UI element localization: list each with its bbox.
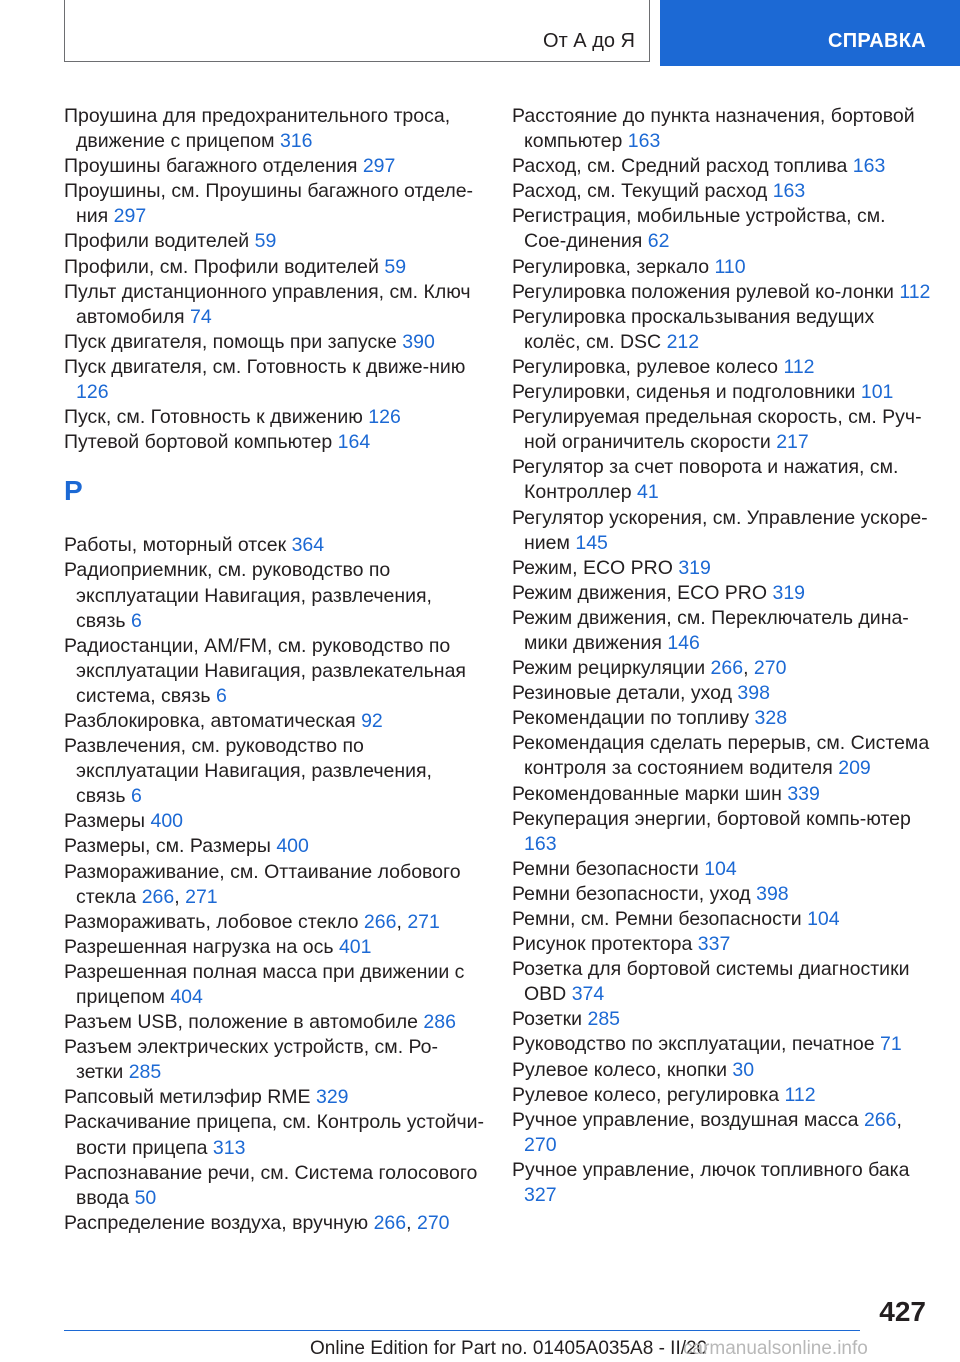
index-entry bbox=[512, 606, 932, 656]
index-entry bbox=[64, 355, 484, 405]
index-entry bbox=[64, 558, 484, 633]
page-reference-link[interactable]: 285 bbox=[587, 1008, 621, 1031]
page-number: 427 bbox=[879, 1296, 926, 1327]
page-reference-link[interactable]: 126 bbox=[368, 406, 401, 429]
page-reference-link[interactable]: 146 bbox=[667, 631, 700, 654]
index-entry bbox=[64, 405, 484, 430]
index-entry bbox=[512, 455, 932, 505]
index-term: Ремни безопасности bbox=[512, 857, 699, 880]
index-term: Режим движения, см. Переключатель дина-мики движения bbox=[512, 606, 909, 654]
index-term: Радиостанции, AM/FM, см. руководство по эксплуатации Навигация, развлекательная система, связь bbox=[64, 634, 466, 707]
index-term: Рулевое колесо, регулировка bbox=[512, 1083, 780, 1106]
index-entry bbox=[64, 1035, 484, 1085]
page-reference-link[interactable]: 270 bbox=[753, 657, 787, 680]
page-reference-link[interactable]: 271 bbox=[407, 910, 440, 933]
page-reference-link[interactable]: 390 bbox=[402, 330, 435, 353]
page-reference-link[interactable]: 126 bbox=[76, 381, 109, 404]
index-entry bbox=[64, 834, 484, 859]
index-entry bbox=[64, 533, 484, 558]
page-reference-link[interactable]: 110 bbox=[714, 255, 746, 278]
page-reference-link[interactable]: 59 bbox=[254, 230, 277, 253]
page-reference-link[interactable]: 74 bbox=[190, 305, 212, 328]
index-term: Пуск двигателя, см. Готовность к движе-нию bbox=[64, 355, 466, 378]
page-reference-link[interactable]: 364 bbox=[291, 534, 325, 557]
index-term: Проушины багажного отделения bbox=[64, 155, 358, 178]
index-term: Работы, моторный отсек bbox=[64, 534, 287, 557]
index-entry bbox=[64, 1085, 484, 1110]
page-reference-link[interactable]: 270 bbox=[416, 1211, 450, 1234]
page-reference-link[interactable]: 337 bbox=[697, 933, 731, 956]
index-term: Ремни безопасности, уход bbox=[512, 882, 751, 905]
index-entry bbox=[512, 305, 932, 355]
index-term: Регулировка, рулевое колесо bbox=[512, 355, 779, 378]
index-term: Резиновые детали, уход bbox=[512, 682, 732, 705]
index-term: Рекомендация сделать перерыв, см. Система контроля за состоянием водителя bbox=[512, 732, 930, 780]
index-entry bbox=[512, 907, 932, 932]
page-reference-link[interactable]: 398 bbox=[737, 682, 770, 705]
index-term: Размеры, см. Размеры bbox=[64, 835, 271, 858]
page-reference-link[interactable]: 92 bbox=[361, 709, 383, 732]
page-reference-link[interactable]: 329 bbox=[315, 1086, 349, 1109]
page-reference-link[interactable]: 271 bbox=[185, 885, 218, 908]
page-reference-link[interactable]: 401 bbox=[338, 935, 372, 958]
index-term: Профили, см. Профили водителей bbox=[64, 255, 379, 278]
index-term: Регулировки, сиденья и подголовники bbox=[512, 381, 856, 404]
index-group-r bbox=[64, 533, 484, 1236]
index-term: Раскачивание прицепа, см. Контроль устойчи-вости прицепа bbox=[64, 1111, 485, 1159]
index-entry bbox=[512, 255, 932, 280]
index-term: Расход, см. Текущий расход bbox=[512, 180, 768, 203]
index-entry: Распределение воздуха, вручную 266, 270 bbox=[64, 1211, 450, 1234]
index-term: Проушины, см. Проушины багажного отделе-ния bbox=[64, 180, 474, 228]
index-entry bbox=[512, 280, 932, 305]
index-entry: Размораживать, лобовое стекло 266, 271 bbox=[64, 910, 440, 933]
index-entry bbox=[64, 809, 484, 834]
index-term: Рекомендованные марки шин bbox=[512, 782, 782, 805]
page-reference-link[interactable]: 164 bbox=[337, 431, 371, 454]
index-term: Расход, см. Средний расход топлива bbox=[512, 155, 848, 178]
page-header bbox=[0, 0, 960, 66]
tab-a-to-z-label: От А до Я bbox=[543, 30, 635, 52]
page-reference-link[interactable]: 104 bbox=[704, 857, 737, 880]
index-term: Пульт дистанционного управления, см. Ключ автомобиля bbox=[64, 280, 471, 328]
page-reference-link[interactable]: 112 bbox=[899, 280, 931, 303]
index-term: Рисунок протектора bbox=[512, 933, 693, 956]
index-term: Рулевое колесо, кнопки bbox=[512, 1058, 727, 1081]
index-entry bbox=[512, 1083, 932, 1108]
page-reference-link[interactable]: 327 bbox=[524, 1184, 557, 1207]
page-reference-link[interactable]: 163 bbox=[772, 180, 806, 203]
index-term: Ремни, см. Ремни безопасности bbox=[512, 908, 802, 930]
page-reference-link[interactable]: 6 bbox=[216, 684, 227, 707]
index-group-p bbox=[64, 104, 484, 455]
index-entry bbox=[64, 229, 484, 254]
index-term: Регистрация, мобильные устройства, см. Сое-динения bbox=[512, 205, 886, 253]
page-reference-link[interactable]: 71 bbox=[880, 1033, 902, 1056]
tab-a-to-z[interactable] bbox=[64, 0, 650, 62]
footer-divider bbox=[64, 1330, 860, 1331]
index-term: Регулируемая предельная скорость, см. Руч-ной ограничитель скорости bbox=[512, 406, 922, 454]
index-entry bbox=[512, 355, 932, 380]
index-term: Распределение воздуха, вручную bbox=[64, 1211, 369, 1234]
index-term: Радиоприемник, см. руководство по эксплуатации Навигация, развлечения, связь bbox=[64, 559, 432, 632]
index-entry: Режим рециркуляции 266, 270 bbox=[512, 657, 787, 680]
page-reference-link[interactable]: 163 bbox=[524, 832, 557, 855]
page-reference-link[interactable]: 266 bbox=[363, 910, 397, 933]
index-entry bbox=[64, 430, 484, 455]
index-term: Размеры bbox=[64, 810, 146, 833]
index-column-right bbox=[512, 104, 932, 1208]
index-term: Розетки bbox=[512, 1008, 583, 1031]
page-reference-link[interactable]: 6 bbox=[130, 609, 142, 632]
index-entry bbox=[512, 782, 932, 807]
index-term: Разрешенная полная масса при движении с прицепом bbox=[64, 960, 465, 1008]
page-reference-link[interactable]: 374 bbox=[571, 983, 605, 1006]
index-entry bbox=[64, 1010, 484, 1035]
page-reference-link[interactable]: 266 bbox=[141, 885, 175, 908]
index-term: Разрешенная нагрузка на ось bbox=[64, 935, 334, 958]
index-entry bbox=[512, 204, 932, 254]
index-term: Режим движения, ECO PRO bbox=[512, 581, 768, 604]
index-term: Регулировка проскальзывания ведущих колёс, см. DSC bbox=[512, 305, 875, 353]
page-reference-link[interactable]: 101 bbox=[860, 381, 894, 404]
index-term: Пуск, см. Готовность к движению bbox=[64, 406, 363, 429]
page-reference-link[interactable]: 59 bbox=[384, 255, 407, 278]
tab-help-label: СПРАВКА bbox=[827, 30, 926, 52]
index-entry bbox=[512, 556, 932, 581]
page-reference-link[interactable]: 266 bbox=[710, 657, 744, 680]
index-entry bbox=[512, 1058, 932, 1083]
index-entry bbox=[512, 731, 932, 781]
page-reference-link[interactable]: 339 bbox=[787, 782, 820, 805]
index-term: Разъем USB, положение в автомобиле bbox=[64, 1011, 418, 1034]
index-entry bbox=[512, 405, 932, 455]
index-term: Распознавание речи, см. Система голосового ввода bbox=[64, 1161, 478, 1209]
section-letter: Р bbox=[64, 475, 83, 507]
index-entry bbox=[64, 960, 484, 1010]
index-entry bbox=[64, 255, 484, 280]
index-entry bbox=[512, 882, 932, 907]
page-reference-link[interactable]: 212 bbox=[666, 330, 700, 353]
index-entry bbox=[512, 932, 932, 957]
index-entry bbox=[512, 1158, 932, 1208]
index-term: Руководство по эксплуатации, печатное bbox=[512, 1033, 875, 1056]
index-term: Регулятор за счет поворота и нажатия, см. Контроллер bbox=[512, 456, 899, 504]
index-term: Режим рециркуляции bbox=[512, 657, 706, 680]
index-term: Рапсовый метилэфир RME bbox=[64, 1086, 311, 1109]
page-reference-link[interactable]: 270 bbox=[524, 1133, 557, 1156]
index-term: Режим, ECO PRO bbox=[512, 556, 673, 579]
page-reference-link[interactable]: 328 bbox=[754, 707, 788, 730]
index-entry bbox=[512, 506, 932, 556]
index-entry bbox=[512, 681, 932, 706]
page-reference-link[interactable]: 319 bbox=[772, 581, 806, 604]
index-entry bbox=[64, 935, 484, 960]
page-reference-link[interactable]: 400 bbox=[150, 810, 184, 833]
page-reference-link[interactable]: 297 bbox=[362, 155, 396, 178]
page-reference-link[interactable]: 41 bbox=[637, 481, 659, 504]
page-reference-link[interactable]: 145 bbox=[575, 531, 608, 554]
page-reference-link[interactable]: 217 bbox=[776, 431, 809, 454]
index-entry bbox=[64, 280, 484, 330]
index-entry bbox=[64, 709, 484, 734]
index-term: Пуск двигателя, помощь при запуске bbox=[64, 330, 397, 353]
index-term: Регулировка, зеркало bbox=[512, 255, 710, 278]
index-entry bbox=[64, 734, 484, 809]
page-reference-link[interactable]: 266 bbox=[373, 1211, 407, 1234]
index-column-left bbox=[64, 104, 484, 1236]
index-entry bbox=[512, 154, 932, 179]
index-entry bbox=[64, 634, 484, 709]
page-reference-link[interactable]: 112 bbox=[783, 355, 815, 378]
index-term: Ручное управление, лючок топливного бака bbox=[512, 1158, 910, 1181]
index-entry bbox=[64, 179, 484, 229]
index-entry bbox=[64, 1110, 484, 1160]
index-term: Разблокировка, автоматическая bbox=[64, 709, 356, 732]
index-term: Разъем электрических устройств, см. Ро-зетки bbox=[64, 1036, 439, 1084]
page-reference-link[interactable]: 112 bbox=[784, 1083, 816, 1106]
index-entry bbox=[512, 857, 932, 882]
page-reference-link[interactable]: 297 bbox=[113, 205, 147, 228]
page-reference-link[interactable]: 319 bbox=[678, 556, 711, 579]
index-entry bbox=[512, 104, 932, 154]
page-reference-link[interactable]: 50 bbox=[134, 1186, 157, 1209]
page-reference-link[interactable]: 163 bbox=[852, 155, 886, 178]
page-reference-link[interactable]: 163 bbox=[627, 130, 661, 153]
footer-edition: Online Edition for Part no. 01405A035A8 - II/20 bbox=[310, 1338, 708, 1359]
index-term: Размораживать, лобовое стекло bbox=[64, 910, 359, 933]
index-entry bbox=[512, 179, 932, 204]
page-reference-link[interactable]: 316 bbox=[279, 130, 313, 153]
index-term: Розетка для бортовой системы диагностики OBD bbox=[512, 958, 910, 1006]
index-term: Развлечения, см. руководство по эксплуатации Навигация, развлечения, связь bbox=[64, 735, 432, 808]
index-entry: Размораживание, см. Оттаивание лобового стекла 266, 271 bbox=[64, 860, 461, 908]
page-reference-link[interactable]: 313 bbox=[212, 1136, 246, 1159]
page-reference-link[interactable]: 62 bbox=[647, 230, 670, 253]
index-entry bbox=[64, 104, 484, 154]
page-reference-link[interactable]: 400 bbox=[276, 835, 309, 858]
index-term: Расстояние до пункта назначения, бортовой компьютер bbox=[512, 105, 915, 153]
index-entry: Ручное управление, воздушная масса 266, 270 bbox=[512, 1108, 902, 1156]
tab-help[interactable] bbox=[660, 0, 960, 66]
index-group-r-continued bbox=[512, 104, 932, 1208]
page-reference-link[interactable]: 398 bbox=[756, 882, 789, 905]
page-reference-link[interactable]: 6 bbox=[130, 785, 142, 808]
watermark: carmanualsonline.info bbox=[683, 1338, 868, 1359]
index-entry bbox=[512, 581, 932, 606]
index-term: Рекуперация энергии, бортовой компь-ютер bbox=[512, 807, 911, 830]
index-entry bbox=[512, 380, 932, 405]
index-term: Проушина для предохранительного троса, движение с прицепом bbox=[64, 105, 451, 153]
index-entry bbox=[512, 1007, 932, 1032]
page-reference-link[interactable]: 286 bbox=[423, 1011, 456, 1034]
index-term: Размораживание, см. Оттаивание лобового стекла bbox=[64, 860, 461, 908]
page-reference-link[interactable]: 209 bbox=[838, 757, 871, 780]
index-term: Путевой бортовой компьютер bbox=[64, 431, 333, 454]
index-entry bbox=[64, 1161, 484, 1211]
page-reference-link[interactable]: 104 bbox=[807, 908, 840, 930]
index-term: Профили водителей bbox=[64, 230, 250, 253]
index-entry bbox=[64, 330, 484, 355]
index-entry bbox=[64, 154, 484, 179]
page-reference-link[interactable]: 266 bbox=[863, 1108, 897, 1131]
index-term: Регулятор ускорения, см. Управление ускоре-нием bbox=[512, 506, 928, 554]
index-entry bbox=[512, 1032, 932, 1057]
index-entry bbox=[512, 957, 932, 1007]
page-reference-link[interactable]: 404 bbox=[170, 986, 203, 1008]
index-entry bbox=[512, 807, 932, 857]
index-term: Ручное управление, воздушная масса bbox=[512, 1108, 859, 1131]
index-entry bbox=[512, 706, 932, 731]
page-reference-link[interactable]: 285 bbox=[128, 1061, 162, 1084]
page-reference-link[interactable]: 30 bbox=[732, 1058, 755, 1081]
index-term: Регулировка положения рулевой ко-лонки bbox=[512, 280, 894, 303]
index-term: Рекомендации по топливу bbox=[512, 707, 750, 730]
